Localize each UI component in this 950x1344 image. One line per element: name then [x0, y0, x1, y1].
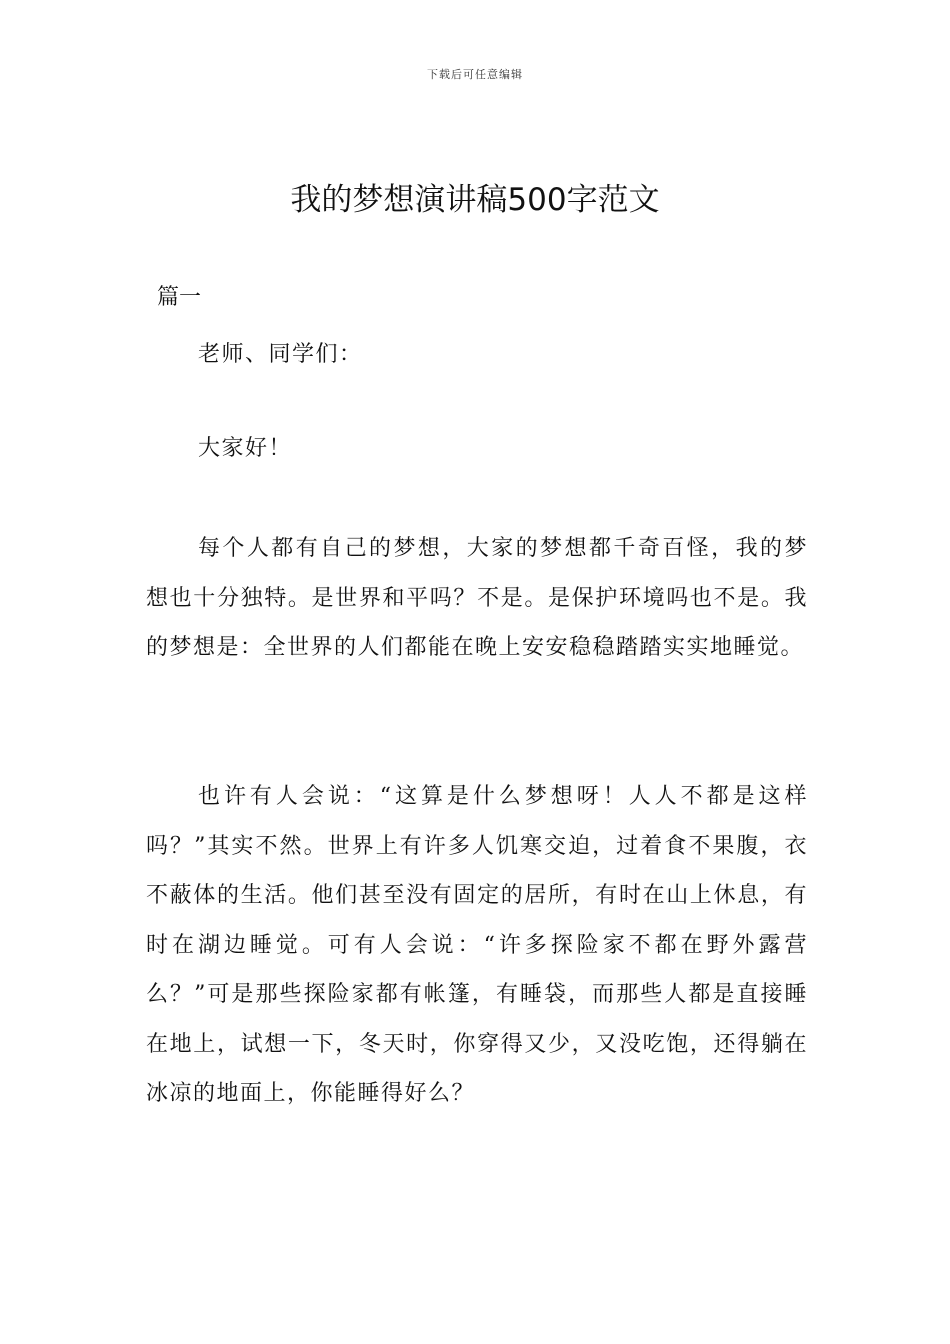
body-paragraph: 每个人都有自己的梦想，大家的梦想都千奇百怪，我的梦想也十分独特。是世界和平吗？不是。是保护环境吗也不是。我的梦想是：全世界的人们都能在晚上安安稳稳踏踏实实地睡觉。	[146, 536, 808, 660]
body-paragraph: 也许有人会说：“这算是什么梦想呀！人人不都是这样吗？”其实不然。世界上有许多人饥寒交迫，过着食不果腹，衣不蔽体的生活。他们甚至没有固定的居所，有时在山上休息，有时在湖边睡觉。可有人会说：“许多探险家不都在野外露营么？”可是那些探险家都有帐篷，有睡袋，而那些人都是直接睡在地上，试想一下，冬天时，你穿得又少，又没吃饱，还得躺在冰凉的地面上，你能睡得好么？	[146, 784, 808, 1106]
hello-line: 大家好！	[198, 436, 293, 461]
document-title: 我的梦想演讲稿500字范文	[290, 182, 660, 218]
header-note: 下载后可任意编辑	[427, 68, 523, 81]
section-label: 篇一	[157, 285, 202, 310]
greeting-line: 老师、同学们：	[198, 342, 363, 367]
